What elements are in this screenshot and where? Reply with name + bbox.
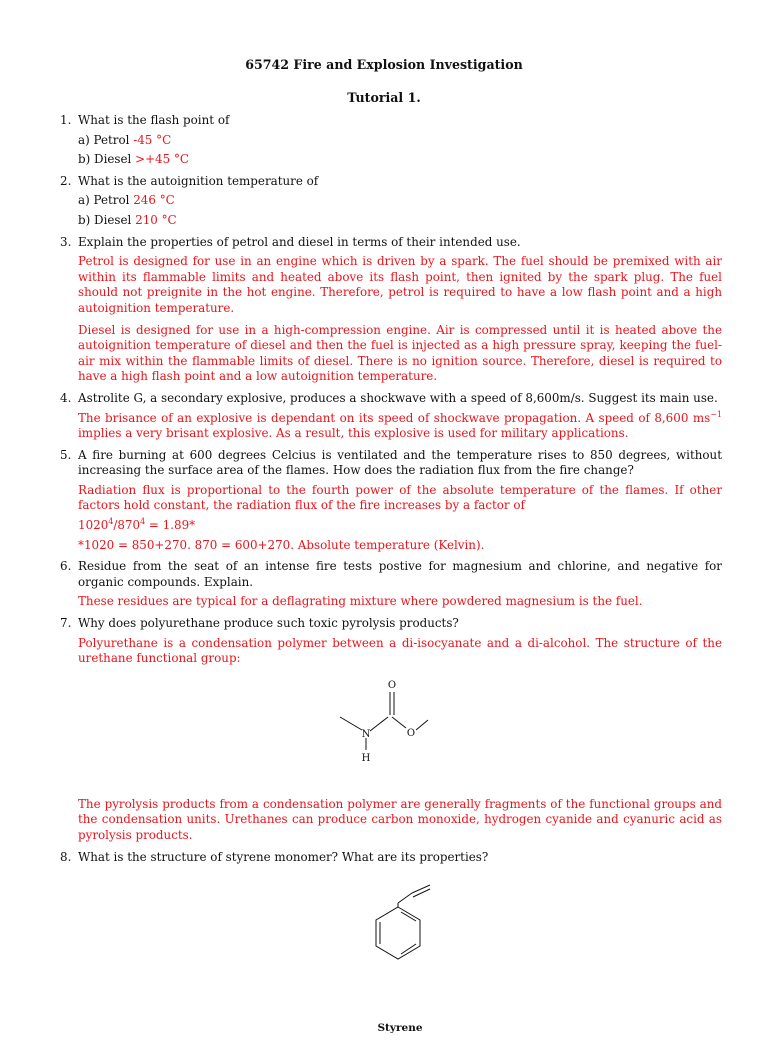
page-title: 65742 Fire and Explosion Investigation xyxy=(245,57,523,72)
answer-text-start: The brisance of an explosive is dependant on its speed of shockwave propagation. A speed of 8,600 ms xyxy=(78,410,711,425)
answer-value: -45 °C xyxy=(133,132,172,147)
answer-value: 246 °C xyxy=(133,193,175,208)
question-text: Astrolite G, a secondary explosive, produces a shockwave with a speed of 8,600m/s. Suggest its main use. xyxy=(78,390,718,405)
equation-result: = 1.89* xyxy=(145,518,196,533)
sub-item-a xyxy=(78,193,722,209)
question-number: 4. xyxy=(60,390,72,405)
question-number: 2. xyxy=(60,173,72,188)
question-number: 1. xyxy=(60,113,72,127)
answer-paragraph: Polyurethane is a condensation polymer between a di-isocyanate and a di-alcohol. The structure of the urethane functional group: xyxy=(78,635,722,666)
equation-denominator: /870 xyxy=(113,518,141,533)
question-number: 8. xyxy=(60,849,72,864)
question-7 xyxy=(60,616,722,844)
question-5 xyxy=(60,448,722,554)
styrene-structure-diagram xyxy=(350,879,450,999)
atom-nitrogen: N xyxy=(361,728,371,740)
question-3 xyxy=(60,235,722,385)
question-6 xyxy=(60,559,722,610)
exponent: 4 xyxy=(140,517,146,527)
question-text: What is the flash point of xyxy=(78,113,230,127)
atom-oxygen-carbonyl: O xyxy=(387,679,397,691)
item-label: a) Petrol xyxy=(78,193,134,208)
answer-paragraph: Radiation flux is proportional to the fourth power of the absolute temperature of the flames. If other factors hold constant, the radiation flux of the fire increases by a factor of xyxy=(78,482,722,513)
question-text: Residue from the seat of an intense fire tests postive for magnesium and chlorine, and negative for organic compounds. Explain. xyxy=(78,559,722,589)
question-number: 5. xyxy=(60,447,72,462)
answer-value: >+45 °C xyxy=(135,152,190,167)
equation xyxy=(78,518,722,534)
sub-item-b xyxy=(78,213,722,229)
item-label: b) Diesel xyxy=(78,212,136,227)
unit-exponent: −1 xyxy=(710,409,722,419)
question-number: 3. xyxy=(60,234,72,249)
question-text: What is the structure of styrene monomer? What are its properties? xyxy=(78,849,489,864)
footnote: *1020 = 850+270. 870 = 600+270. Absolute temperature (Kelvin). xyxy=(78,537,485,552)
tutorial-heading: Tutorial 1. xyxy=(347,90,421,105)
question-text: What is the autoignition temperature of xyxy=(78,173,319,188)
question-1 xyxy=(60,113,722,168)
answer-value: 210 °C xyxy=(135,212,177,227)
question-list xyxy=(60,113,722,1043)
atom-oxygen-ester: O xyxy=(406,727,416,739)
question-8 xyxy=(60,850,722,1037)
urethane-structure-diagram xyxy=(330,675,470,785)
item-label: b) Diesel xyxy=(78,152,136,167)
question-4 xyxy=(60,391,722,442)
answer-paragraph-petrol: Petrol is designed for use in an engine which is driven by a spark. The fuel should be premixed with air within its flammable limits and heated above its flash point, then ignited by the spark plug. The fuel should not preignite in the hot engine. Therefore, petrol is required to have a low flash point and a high autoignition temperature. xyxy=(78,254,722,315)
styrene-structure xyxy=(78,879,722,1019)
question-2 xyxy=(60,174,722,229)
question-text: A fire burning at 600 degrees Celcius is ventilated and the temperature rises to 850 degrees, without increasing the surface area of the flames. How does the radiation flux from the fire change? xyxy=(78,447,722,478)
answer-text-end: implies a very brisant explosive. As a result, this explosive is used for military applications. xyxy=(78,426,629,441)
equation-numerator: 1020 xyxy=(78,518,109,533)
sub-item-b xyxy=(78,152,722,168)
question-number: 7. xyxy=(60,616,72,631)
exponent: 4 xyxy=(108,517,114,527)
atom-hydrogen: H xyxy=(361,752,371,764)
answer-paragraph xyxy=(78,411,722,442)
urethane-structure xyxy=(78,675,722,793)
item-label: a) Petrol xyxy=(78,132,134,147)
question-text: Explain the properties of petrol and diesel in terms of their intended use. xyxy=(78,234,521,249)
question-text: Why does polyurethane produce such toxic pyrolysis products? xyxy=(78,616,459,631)
question-number: 6. xyxy=(60,559,72,574)
sub-item-a xyxy=(78,133,722,149)
answer-paragraph-pyrolysis: The pyrolysis products from a condensation polymer are generally fragments of the functional groups and the condensation units. Urethanes can produce carbon monoxide, hydrogen cyanide and cyanuric acid as pyrolysis products. xyxy=(78,796,722,842)
styrene-caption: Styrene xyxy=(377,1022,423,1035)
answer-paragraph-diesel: Diesel is designed for use in a high-compression engine. Air is compressed until it is heated above the autoignition temperature of diesel and then the fuel is injected as a high pressure spray, keeping the fuel-air mix within the flammable limits of diesel. There is no ignition source. Therefore, diesel is required to have a high flash point and a low autoignition temperature. xyxy=(78,322,722,384)
answer-paragraph: These residues are typical for a deflagrating mixture where powdered magnesium is the fuel. xyxy=(78,594,643,609)
